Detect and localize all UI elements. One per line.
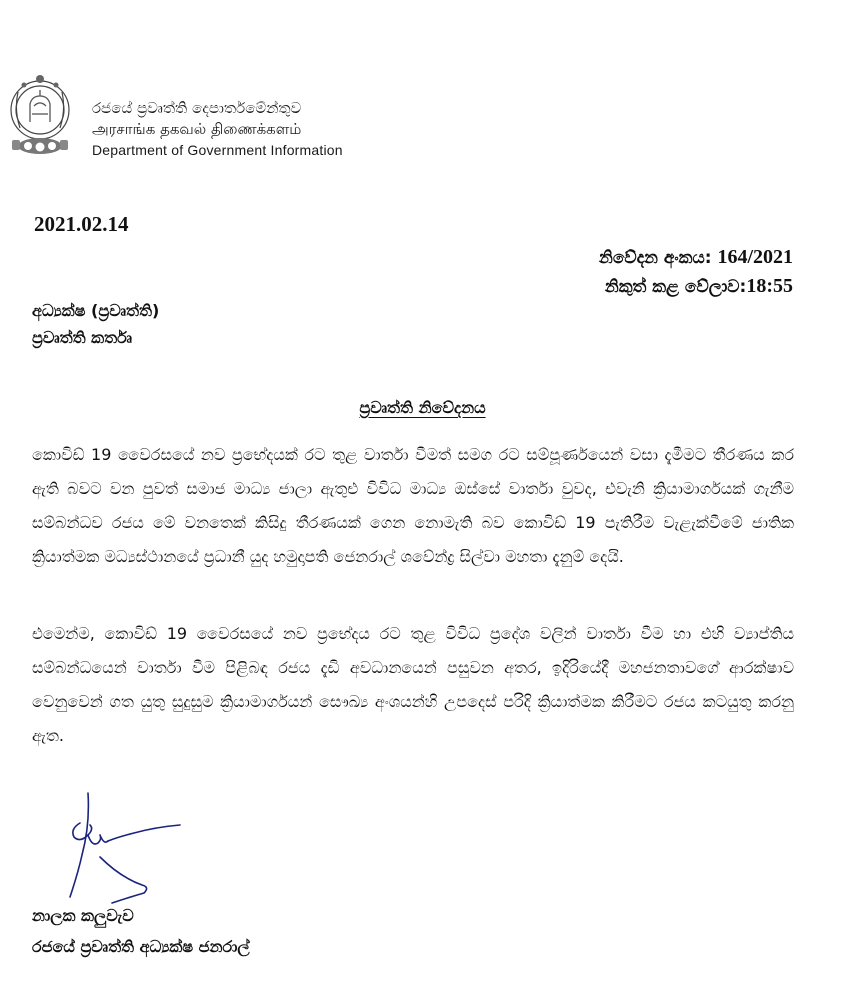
release-info — [599, 243, 793, 301]
signer-block — [32, 900, 250, 962]
signer-name: නාලක කලුවැව — [32, 906, 134, 925]
recipient-line-2: ප්‍රවෘත්ති කර්තෘ — [32, 328, 133, 347]
body-paragraph-2: එමෙන්ම, කොවිඩ් 19 වෛරසයේ නව ප්‍රභේදය රට තුළ විවිධ ප්‍රදේශ වලින් වාර්තා වීම හා එහි ව්‍යාප්තිය සම්බන්ධයෙන් වාර්තා වීම පිළිබඳ රජය දැඩි අවධානයෙන් පසුවන අතර, ඉදිරියේදී මහජනතාවගේ ආරක්ෂාව වෙනුවෙන් ගත යුතු සුදුසුම ක්‍රියාමාර්ගයන් සෞඛ්‍ය අංශයන්හි උපදෙස් පරිදි ක්‍රියාත්මක කිරීමට රජය කටයුතු කරනු ඇත. — [32, 624, 794, 745]
recipient-block — [32, 297, 159, 351]
department-name-block — [92, 98, 343, 161]
release-date: 2021.02.14 — [34, 212, 129, 236]
document-heading — [0, 398, 845, 418]
release-time-label: නිකුත් කළ වේලාව: — [604, 277, 747, 297]
release-time: 18:55 — [746, 275, 793, 297]
department-name-tamil: அரசாங்க தகவல் திணைக்களம் — [92, 120, 302, 138]
sri-lanka-emblem-icon — [4, 70, 76, 162]
document-heading-text: ප්‍රවෘත්ති නිවේදනය — [359, 398, 486, 417]
department-name-english: Department of Government Information — [92, 142, 343, 158]
release-time-line — [599, 272, 793, 301]
recipient-line-1: අධ්‍යක්ෂ (ප්‍රවෘත්ති) — [32, 301, 160, 320]
department-name-sinhala: රජයේ ප්‍රවෘත්ති දෙපාර්තමේන්තුව — [92, 99, 302, 117]
handwritten-signature — [60, 785, 200, 915]
release-number-line — [599, 243, 793, 272]
release-number-label: නිවේදන අංකය: — [599, 248, 712, 268]
signer-title: රජයේ ප්‍රවෘත්ති අධ්‍යක්ෂ ජනරාල් — [32, 937, 250, 956]
release-number: 164/2021 — [717, 246, 793, 268]
body-paragraph-1: කොවිඩ් 19 වෛරසයේ නව ප්‍රභේදයක් රට තුළ වාර්තා වීමත් සමග රට සම්පූර්ණයෙන් වසා දැමීමට තීරණය කර ඇති බවට වන පුවත් සමාජ මාධ්‍ය ජාලා ඇතුළු විවිධ මාධ්‍ය ඔස්සේ වාර්තා වුවද, එවැනි ක්‍රියාමාර්ගයක් ගැනීම සම්බන්ධව රජය මේ වනතෙක් කිසිදු තීරණයක් ගෙන නොමැති බව කොවිඩ් 19 පැතිරීම වැළැක්වීමේ ජාතික ක්‍රියාත්මක මධ්‍යස්ථානයේ ප්‍රධානී යුද හමුදාපති ජෙනරාල් ශවේන්ද්‍ර සිල්වා මහතා දැනුම් දෙයි. — [32, 445, 794, 566]
